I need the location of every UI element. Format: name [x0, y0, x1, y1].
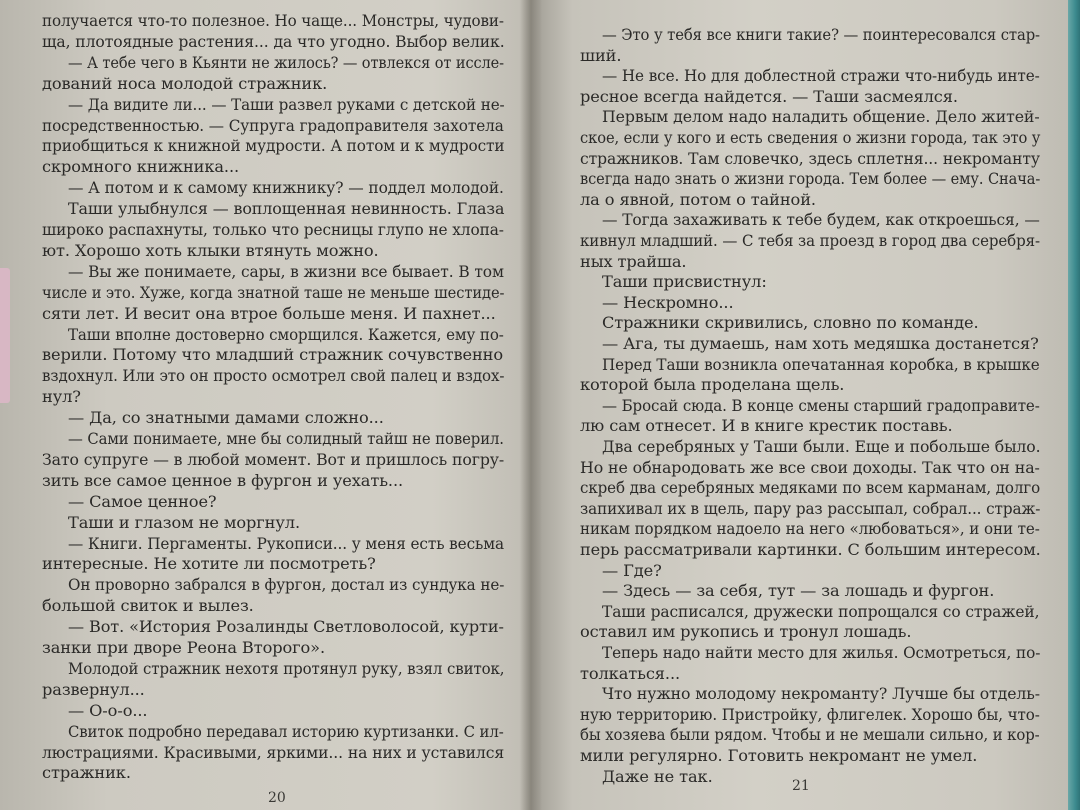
text-line: развернул...	[42, 679, 145, 699]
text-line: — Бросай сюда. В конце смены старший градоправите-	[602, 395, 1040, 415]
text-line: Молодой стражник нехотя протянул руку, взял свиток,	[68, 658, 505, 678]
text-line: — Нескромно...	[602, 292, 734, 312]
text-line: Он проворно забрался в фургон, достал из сундука не-	[68, 575, 505, 595]
text-line: большой свиток и вылез.	[42, 596, 254, 616]
text-line: числе и это. Хуже, когда знатной таше не меньше шестиде-	[42, 282, 505, 302]
text-line: Таши и глазом не моргнул.	[68, 512, 301, 532]
text-line: ща, плотоядные растения... да что угодно. Выбор велик.	[42, 31, 505, 51]
text-line: Таши расписался, дружески попрощался со стражей,	[602, 601, 1040, 621]
text-line: ют. Хорошо хоть клыки втянуть можно.	[42, 240, 379, 260]
text-line: Теперь надо найти место для жилья. Осмотреться, по-	[602, 643, 1041, 662]
right-page	[536, 0, 1080, 810]
text-line: Таши улыбнулся — воплощенная невинность. Глаза	[68, 199, 505, 219]
text-line: Таши присвистнул:	[602, 272, 767, 292]
text-line: — Книги. Пергаменты. Рукописи... у меня есть весьма	[68, 533, 504, 553]
text-line: зить все самое ценное в фургон и уехать...	[42, 470, 404, 490]
text-line: стражник.	[42, 763, 131, 783]
text-line: ную территорию. Пристройку, флигелек. Хорошо бы, что-	[580, 704, 1040, 724]
text-line: кивнул младший. — С тебя за проезд в город два серебря-	[580, 231, 1040, 250]
text-line: посредственностью. — Супруга градоправителя захотела	[42, 115, 504, 135]
text-line: лю сам отнесет. И в книге крестик поставь.	[580, 416, 953, 436]
text-line: стражников. Там словечко, здесь сплетня... некроманту	[580, 148, 1040, 168]
text-line: — Здесь — за себя, тут — за лошадь и фургон.	[602, 581, 995, 601]
left-page	[0, 0, 528, 810]
text-line: — Тогда захаживать к тебе будем, как откроешься, —	[602, 210, 1040, 230]
text-line: ское, если у кого и есть сведения о жизни города, так это у	[580, 128, 1041, 147]
text-line: — О-о-о...	[68, 700, 148, 720]
text-line: ресное всегда найдется. — Таши засмеялся.	[580, 86, 958, 106]
text-line: всегда надо знать о жизни города. Тем более — ему. Снача-	[580, 169, 1041, 189]
text-line: ла о явной, потом о тайной.	[580, 189, 816, 209]
text-line: приобщиться к книжной мудрости. А потом и к мудрости	[42, 136, 505, 156]
text-line: запихивал их в щель, пару раз рассыпал, собрал... страж-	[580, 498, 1041, 518]
text-line: Два серебряных у Таши были. Еще и побольше было.	[602, 437, 1041, 456]
text-line: оставил им рукопись и тронул лошадь.	[580, 622, 912, 642]
text-line: — Не все. Но для доблестной стражи что-нибудь инте-	[602, 66, 1040, 86]
text-line: дований носа молодой стражник.	[42, 73, 328, 93]
text-line: мили регулярно. Готовить некромант не умел.	[580, 746, 978, 765]
text-line: — А тебе чего в Кьянти не жилось? — отвлекся от иссле-	[68, 52, 505, 72]
text-line: скреб два серебряных медяками по всем карманам, долго	[580, 478, 1041, 498]
text-line: Первым делом надо наладить общение. Дело житей-	[602, 107, 1040, 127]
text-line: широко распахнуты, только что ресницы глупо не хлопа-	[42, 220, 504, 239]
text-line: — Да, со знатными дамами сложно...	[68, 408, 384, 428]
text-line: занки при дворе Реона Второго».	[42, 638, 326, 657]
text-line: получается что-то полезное. Но чаще... Монстры, чудови-	[42, 11, 504, 30]
text-line: нул?	[42, 387, 81, 407]
text-line: Таши вполне достоверно сморщился. Кажется, ему по-	[68, 324, 504, 344]
text-line: люстрациями. Красивыми, яркими... на них и уставился	[42, 742, 505, 762]
text-line: Что нужно молодому некроманту? Лучше бы отдель-	[602, 684, 1040, 704]
text-line: — А потом и к самому книжнику? — поддел молодой.	[68, 178, 504, 198]
text-line: интересные. Не хотите ли посмотреть?	[42, 554, 376, 574]
text-line: — Сами понимаете, мне бы солидный тайш не поверил.	[68, 429, 504, 448]
text-line: сяти лет. И весит она втрое больше меня. И пахнет...	[42, 303, 496, 323]
text-line: перь рассматривали картинки. С большим интересом.	[580, 540, 1041, 559]
text-line: никам порядком надоело на него «любоваться», и они те-	[580, 519, 1040, 539]
text-line: которой была проделана щель.	[580, 375, 845, 395]
text-line: вздохнул. Или это он просто осмотрел свой палец и вздох-	[42, 366, 505, 386]
text-line: Свиток подробно передавал историю куртизанки. С ил-	[68, 721, 504, 741]
text-line: — Вот. «История Розалинды Светловолосой, курти-	[68, 617, 504, 637]
text-line: — Вы же понимаете, сары, в жизни все бывает. В том	[68, 261, 504, 281]
text-line: Даже не так.	[602, 766, 713, 786]
page-number-left: 20	[268, 790, 286, 806]
text-line: — Самое ценное?	[68, 491, 217, 511]
text-line: верили. Потому что младший стражник сочувственно	[42, 345, 504, 365]
text-line: ший.	[580, 45, 622, 65]
text-line: бы хозяева были рядом. Чтобы и не мешали сильно, и кор-	[580, 725, 1040, 745]
cover-edge	[1068, 0, 1080, 810]
text-line: толкаться...	[580, 663, 681, 683]
text-line: — Ага, ты думаешь, нам хоть медяшка достанется?	[602, 334, 1039, 353]
text-line: — Да видите ли... — Таши развел руками с детской не-	[68, 94, 505, 114]
page-number-right: 21	[792, 778, 810, 794]
text-line: ных трайша.	[580, 251, 687, 271]
text-line: Зато супруге — в любой момент. Вот и пришлось погру-	[42, 449, 505, 469]
text-line: — Это у тебя все книги такие? — поинтересовался стар-	[602, 25, 1040, 44]
text-line: Перед Таши возникла опечатанная коробка, в крышке	[602, 354, 1040, 374]
text-line: Но не обнародовать же все свои доходы. Так что он на-	[580, 457, 1040, 477]
text-line: скромного книжника...	[42, 157, 240, 177]
text-line: — Где?	[602, 560, 662, 580]
text-line: Стражники скривились, словно по команде.	[602, 313, 979, 333]
